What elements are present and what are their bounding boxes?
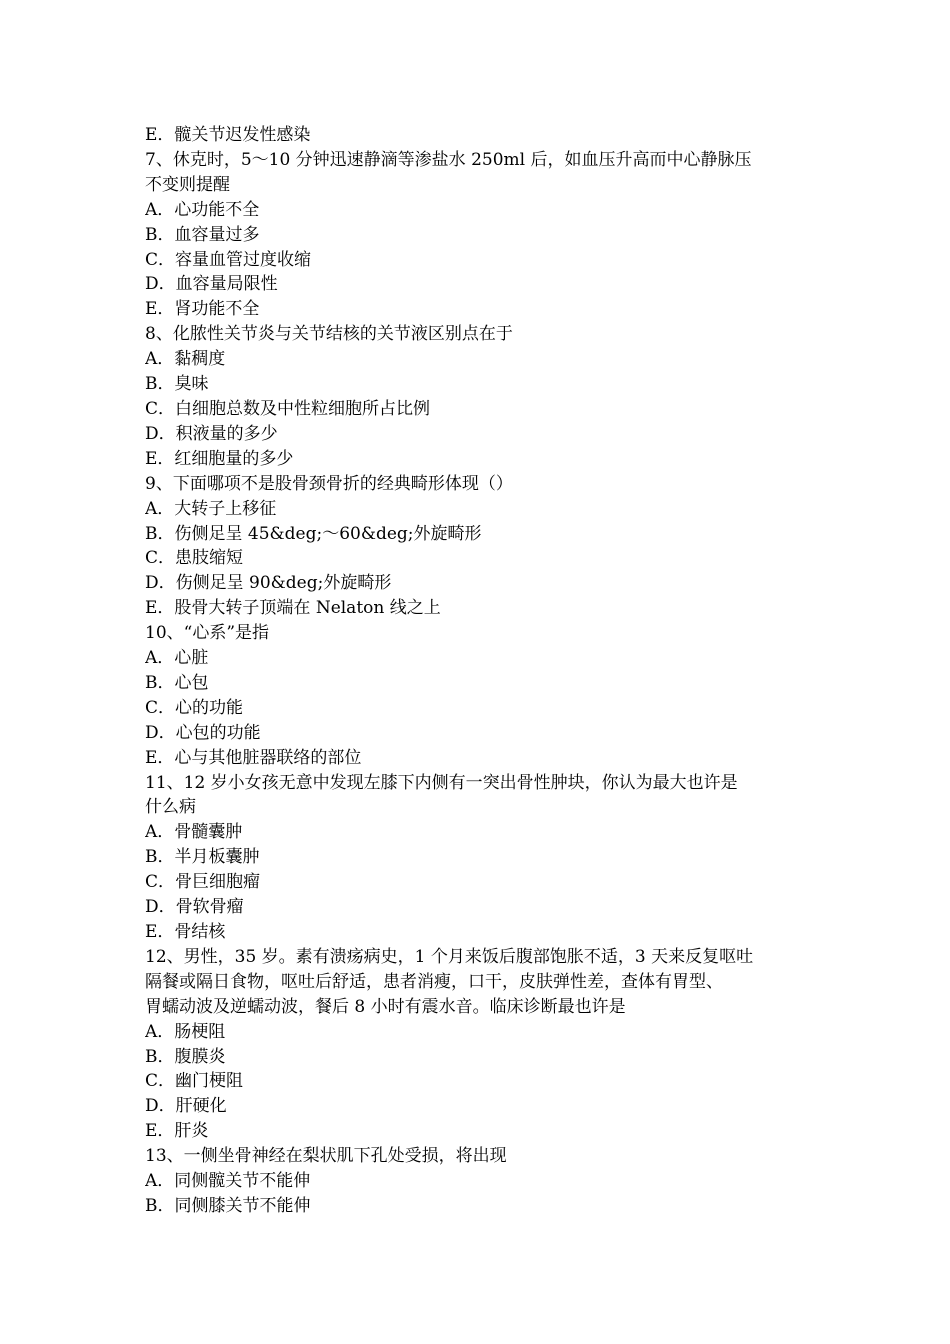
option-line: A．同侧髋关节不能伸 xyxy=(145,1171,311,1192)
option-line: B．伤侧足呈 45&deg;～60&deg;外旋畸形 xyxy=(145,523,482,544)
option-line: E．肾功能不全 xyxy=(145,299,260,320)
question-12-stem-cont: 胃蠕动波及逆蠕动波，餐后 8 小时有震水音。临床诊断最也许是 xyxy=(145,996,626,1017)
question-11-stem-cont: 什么病 xyxy=(145,797,196,818)
option-line: A．大转子上移征 xyxy=(145,498,277,519)
option-line: B．半月板囊肿 xyxy=(145,847,260,868)
option-line: A．骨髓囊肿 xyxy=(145,822,243,843)
question-9-stem: 9、下面哪项不是股骨颈骨折的经典畸形体现（） xyxy=(145,473,513,494)
option-line: D．伤侧足呈 90&deg;外旋畸形 xyxy=(145,573,392,594)
document-page xyxy=(145,123,810,1219)
option-line: E．红细胞量的多少 xyxy=(145,448,294,469)
option-line: B．同侧膝关节不能伸 xyxy=(145,1195,311,1216)
option-line: C．心的功能 xyxy=(145,697,244,718)
option-line: D．积液量的多少 xyxy=(145,423,278,444)
question-12-stem-cont: 隔餐或隔日食物，呕吐后舒适，患者消瘦，口干，皮肤弹性差，查体有胃型、 xyxy=(145,971,723,992)
option-line: E．心与其他脏器联络的部位 xyxy=(145,747,362,768)
question-7-stem: 7、休克时，5～10 分钟迅速静滴等渗盐水 250ml 后，如血压升高而中心静脉压 xyxy=(145,149,752,170)
option-line: E．肝炎 xyxy=(145,1121,209,1142)
option-line: B．腹膜炎 xyxy=(145,1046,226,1067)
option-line: C．白细胞总数及中性粒细胞所占比例 xyxy=(145,398,431,419)
option-line: A．黏稠度 xyxy=(145,349,226,370)
option-line: E．骨结核 xyxy=(145,922,226,942)
option-line: A．肠梗阻 xyxy=(145,1021,226,1042)
option-line: D．心包的功能 xyxy=(145,722,261,743)
question-11-stem: 11、12 岁小女孩无意中发现左膝下内侧有一突出骨性肿块，你认为最大也许是 xyxy=(145,772,738,793)
option-line: C．骨巨细胞瘤 xyxy=(145,872,261,893)
option-line: A．心功能不全 xyxy=(145,199,260,220)
option-line: B．臭味 xyxy=(145,374,209,395)
option-line: E．股骨大转子顶端在 Nelaton 线之上 xyxy=(145,598,441,619)
question-10-stem: 10、“心系”是指 xyxy=(145,623,270,644)
question-12-stem: 12、男性，35 岁。素有溃疡病史，1 个月来饭后腹部饱胀不适，3 天来反复呕吐 xyxy=(145,946,754,967)
option-line: B．血容量过多 xyxy=(145,224,260,245)
option-line: A．心脏 xyxy=(145,648,209,669)
option-line: D．肝硬化 xyxy=(145,1096,227,1117)
option-line: C．幽门梗阻 xyxy=(145,1071,244,1092)
option-line: D．血容量局限性 xyxy=(145,274,278,295)
option-line: C．患肢缩短 xyxy=(145,548,244,569)
option-line: B．心包 xyxy=(145,672,209,693)
option-line: C．容量血管过度收缩 xyxy=(145,249,312,270)
option-line: D．骨软骨瘤 xyxy=(145,897,244,918)
question-8-stem: 8、化脓性关节炎与关节结核的关节液区别点在于 xyxy=(145,324,513,345)
text-line: E．髋关节迟发性感染 xyxy=(145,125,311,145)
question-13-stem: 13、一侧坐骨神经在梨状肌下孔处受损，将出现 xyxy=(145,1146,507,1167)
question-7-stem-cont: 不变则提醒 xyxy=(145,174,230,195)
